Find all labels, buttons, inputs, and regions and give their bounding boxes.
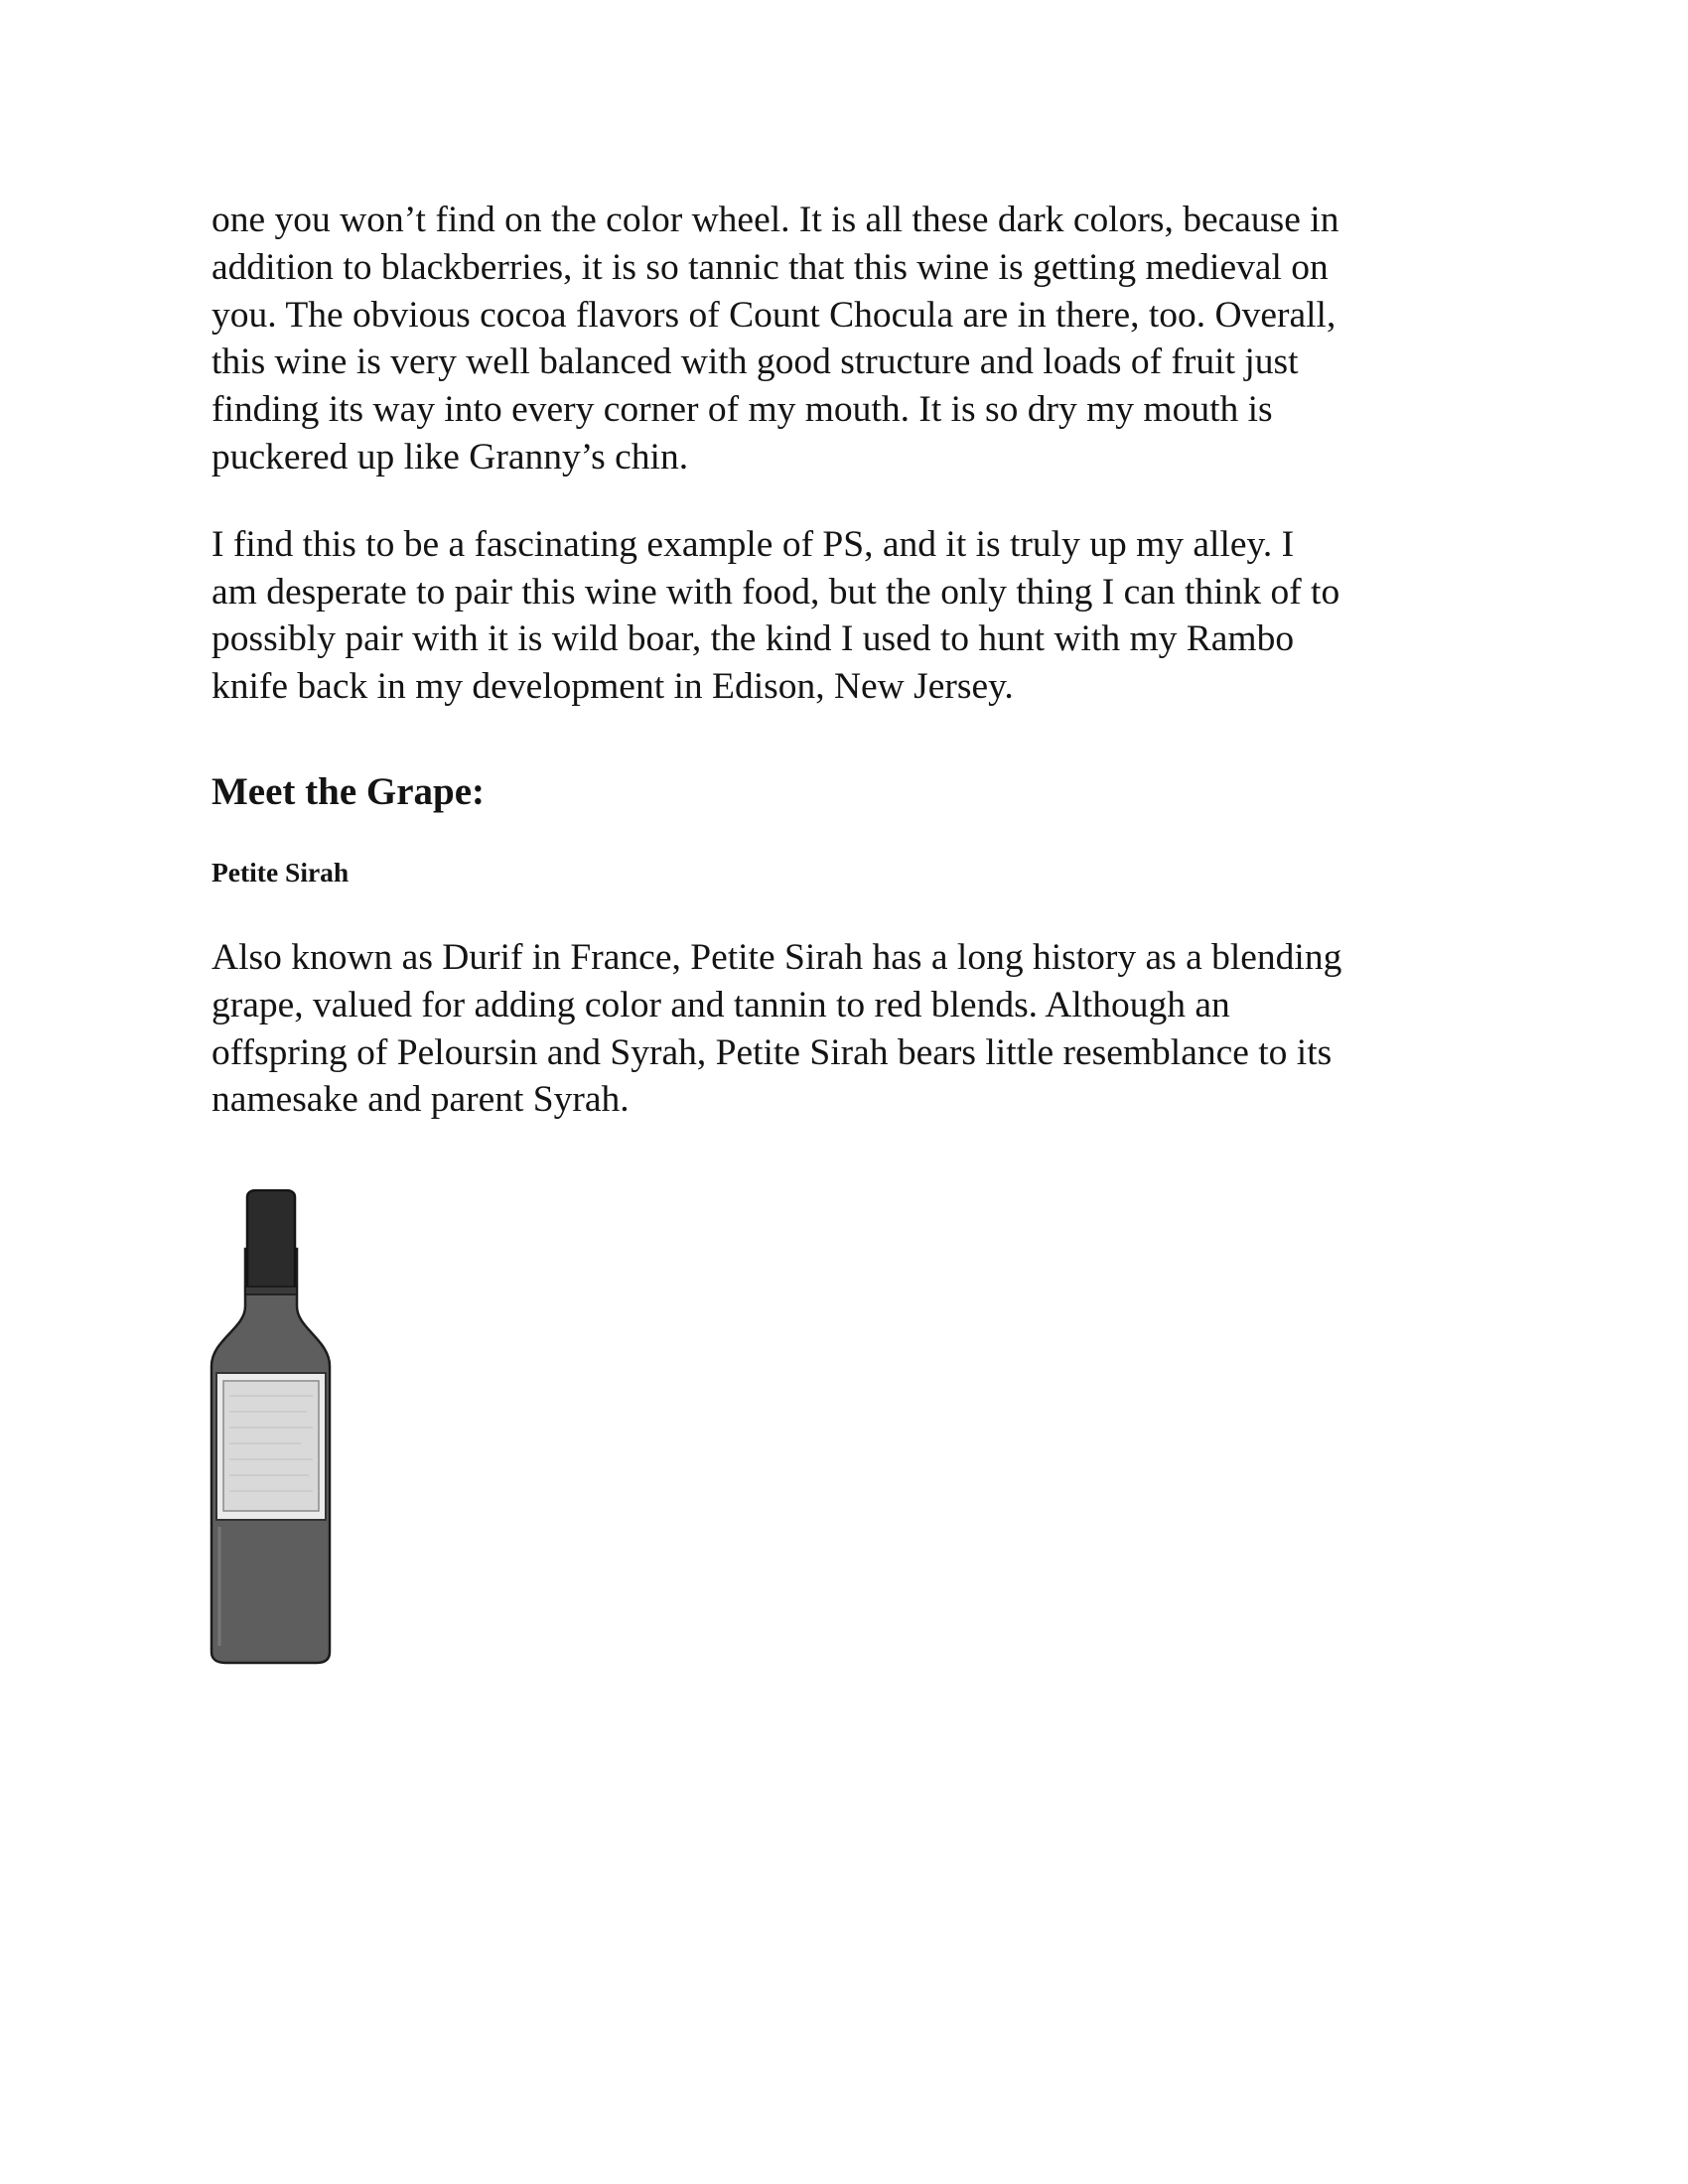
bottle-capsule <box>247 1190 295 1291</box>
grape-name-subheading: Petite Sirah <box>211 856 350 887</box>
grape-description-paragraph <box>211 934 1492 1124</box>
section-heading: Meet the Grape: <box>211 769 486 813</box>
wine-bottle-icon <box>210 1189 333 1666</box>
paragraph-line: possibly pair with it is wild boar, the kind I used to hunt with my Rambo <box>211 618 1295 660</box>
paragraph-line: puckered up like Granny’s chin. <box>211 436 689 478</box>
text-column <box>211 197 1492 1165</box>
paragraph-line: one you won’t find on the color wheel. It is all these dark colors, because in <box>211 200 1339 240</box>
wine-bottle-illustration <box>210 1189 333 1666</box>
paragraph-line: knife back in my development in Edison, New Jersey. <box>211 666 1014 708</box>
tasting-note-paragraph <box>211 197 1492 481</box>
paragraph-line: am desperate to pair this wine with food, but the only thing I can think of to <box>211 571 1340 613</box>
paragraph-line: you. The obvious cocoa flavors of Count Chocula are in there, too. Overall, <box>211 294 1336 336</box>
capsule-ring <box>245 1287 297 1295</box>
paragraph-line: finding its way into every corner of my mouth. It is so dry my mouth is <box>211 389 1273 431</box>
pairing-paragraph <box>211 521 1492 711</box>
paragraph-line: I find this to be a fascinating example of PS, and it is truly up my alley. I <box>211 523 1295 565</box>
paragraph-line: this wine is very well balanced with good structure and loads of fruit just <box>211 341 1299 383</box>
paragraph-line: namesake and parent Syrah. <box>211 1079 630 1121</box>
paragraph-line: grape, valued for adding color and tannin to red blends. Although an <box>211 984 1230 1025</box>
paragraph-line: Also known as Durif in France, Petite Sirah has a long history as a blending <box>211 936 1342 978</box>
paragraph-line: addition to blackberries, it is so tannic that this wine is getting medieval on <box>211 246 1329 288</box>
paragraph-line: offspring of Peloursin and Syrah, Petite Sirah bears little resemblance to its <box>211 1031 1333 1073</box>
